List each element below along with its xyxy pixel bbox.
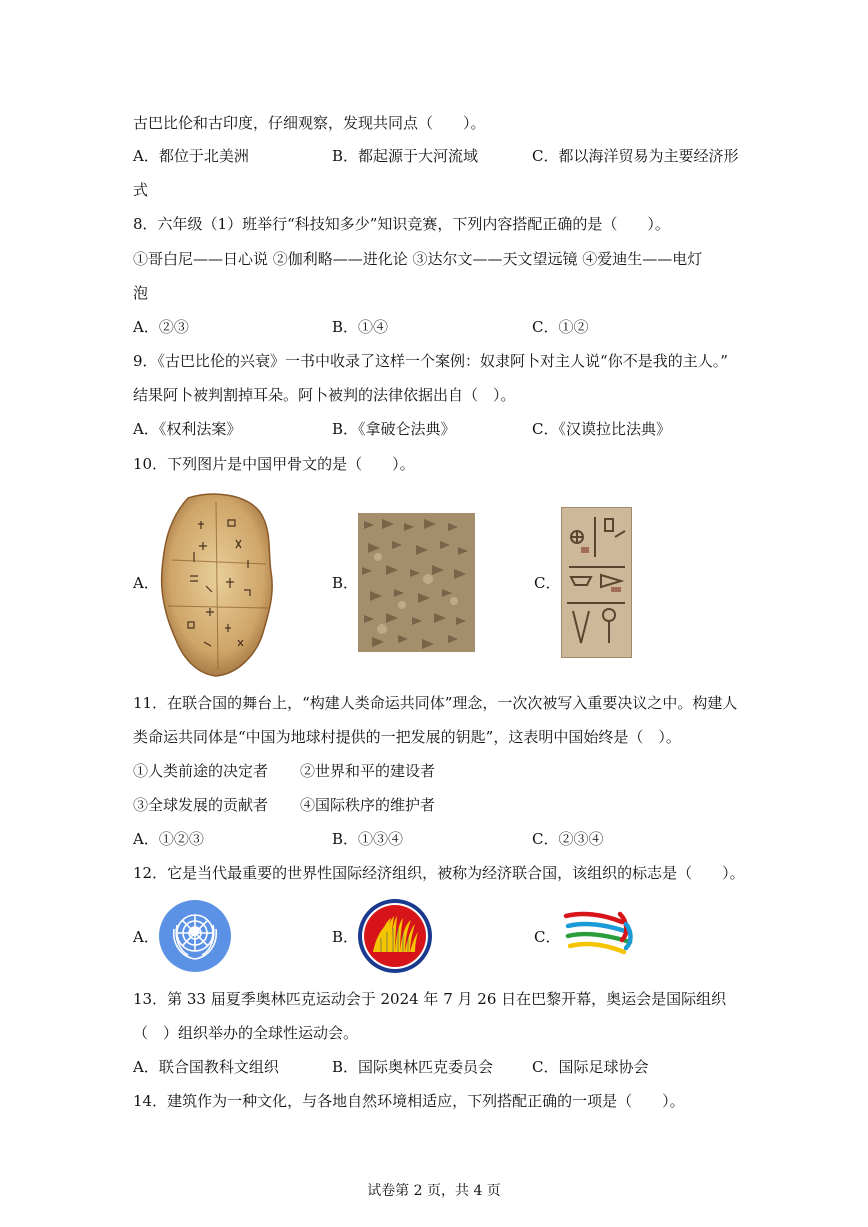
page-footer: 试卷第 2 页，共 4 页 xyxy=(367,1183,501,1199)
q8-option-a: A．②③ xyxy=(133,318,189,336)
q7-stem-tail: 古巴比伦和古印度，仔细观察，发现共同点（ ）。 xyxy=(133,114,486,132)
q9-option-b: B．《拿破仑法典》 xyxy=(332,420,456,438)
oracle-bone-image xyxy=(158,490,276,678)
q7-option-c: C．都以海洋贸易为主要经济形 xyxy=(532,147,739,165)
q11-stem-line2: 类命运共同体是“中国为地球村提供的一把发展的钥匙”，这表明中国始终是（ ）。 xyxy=(133,728,681,746)
q7-option-b: B．都起源于大河流域 xyxy=(332,147,479,165)
asean-emblem-icon xyxy=(357,898,433,974)
q12-option-b-label: B． xyxy=(332,928,359,946)
q13-option-a: A．联合国教科文组织 xyxy=(133,1058,279,1076)
q11-item-3: ③全球发展的贡献者 xyxy=(133,796,269,814)
q7-option-c-wrap: 式 xyxy=(133,181,149,199)
q14-stem: 14．建筑作为一种文化，与各地自然环境相适应，下列搭配正确的一项是（ ）。 xyxy=(133,1092,685,1110)
wto-logo-icon xyxy=(562,908,634,960)
q7-option-a: A．都位于北美洲 xyxy=(133,147,249,165)
q12-option-a-label: A． xyxy=(133,928,159,946)
q9-option-a: A．《权利法案》 xyxy=(133,420,242,438)
q12-option-c-label: C． xyxy=(534,928,561,946)
hieroglyphs-image xyxy=(561,507,632,658)
q8-items: ①哥白尼——日心说 ②伽利略——进化论 ③达尔文——天文望远镜 ④爱迪生——电灯 xyxy=(133,250,703,268)
q11-option-a: A．①②③ xyxy=(133,830,204,848)
q13-option-c: C．国际足球协会 xyxy=(532,1058,649,1076)
q11-option-b: B．①③④ xyxy=(332,830,404,848)
q8-items-wrap: 泡 xyxy=(133,284,149,302)
q11-item-4: ④国际秩序的维护者 xyxy=(300,796,436,814)
q11-item-1: ①人类前途的决定者 xyxy=(133,762,269,780)
q9-stem-line2: 结果阿卜被判割掉耳朵。阿卜被判的法律依据出自（ ）。 xyxy=(133,386,516,404)
q11-item-2: ②世界和平的建设者 xyxy=(300,762,436,780)
un-emblem-icon xyxy=(158,899,232,973)
q8-stem: 8．六年级（1）班举行“科技知多少”知识竞赛，下列内容搭配正确的是（ ）。 xyxy=(133,215,670,233)
q10-option-a-label: A． xyxy=(133,574,159,592)
q8-option-b: B．①④ xyxy=(332,318,389,336)
q11-option-c: C．②③④ xyxy=(532,830,604,848)
q13-option-b: B．国际奥林匹克委员会 xyxy=(332,1058,494,1076)
cuneiform-tablet-image xyxy=(358,513,475,652)
q10-stem: 10．下列图片是中国甲骨文的是（ ）。 xyxy=(133,455,415,473)
q10-option-c-label: C． xyxy=(534,574,561,592)
q10-option-b-label: B． xyxy=(332,574,359,592)
q13-stem-line1: 13．第 33 届夏季奥林匹克运动会于 2024 年 7 月 26 日在巴黎开幕，奥运会是国际组织 xyxy=(133,990,727,1008)
q9-stem-line1: 9．《古巴比伦的兴衰》一书中收录了这样一个案例：奴隶阿卜对主人说“你不是我的主人。” xyxy=(133,352,728,370)
q11-stem-line1: 11．在联合国的舞台上，“构建人类命运共同体”理念，一次次被写入重要决议之中。构建人 xyxy=(133,694,738,712)
q12-stem: 12．它是当代最重要的世界性国际经济组织，被称为经济联合国，该组织的标志是（ ）。 xyxy=(133,864,745,882)
q13-stem-line2: （ ）组织举办的全球性运动会。 xyxy=(133,1024,359,1042)
q8-option-c: C．①② xyxy=(532,318,589,336)
q9-option-c: C．《汉谟拉比法典》 xyxy=(532,420,671,438)
